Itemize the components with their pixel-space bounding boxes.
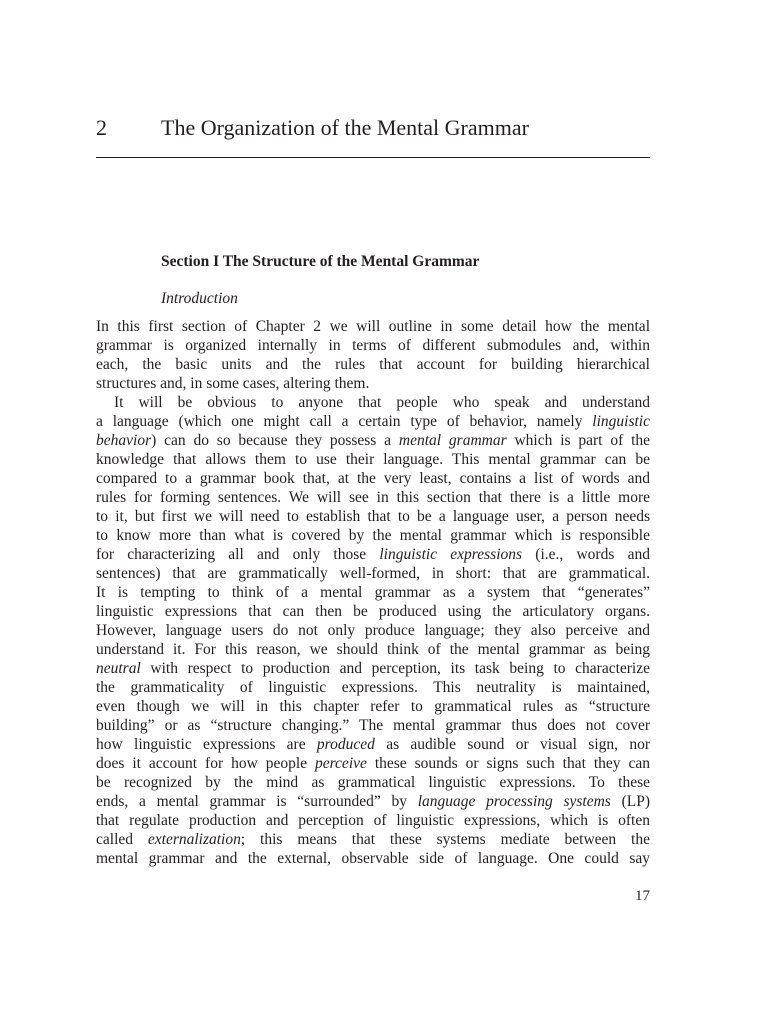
chapter-title: The Organization of the Mental Grammar bbox=[161, 115, 529, 140]
text-line: to it, but first we will need to establish that to be a language user, a person needs bbox=[96, 508, 650, 525]
text-line: behavior) can do so because they possess a mental grammar which is part of the bbox=[96, 432, 651, 449]
italic-term: neutral bbox=[96, 660, 141, 677]
italic-term: perceive bbox=[314, 755, 367, 772]
text-line: mental grammar and the external, observable side of language. One could say bbox=[96, 850, 650, 867]
header-divider bbox=[96, 157, 650, 158]
text-line: sentences) that are grammatically well-formed, in short: that are grammatical. bbox=[96, 565, 650, 582]
italic-term: behavior bbox=[96, 432, 152, 449]
text-line: to know more than what is covered by the mental grammar which is responsible bbox=[96, 527, 650, 544]
text-line: ends, a mental grammar is “surrounded” by language processing systems (LP) bbox=[96, 793, 650, 810]
section-heading: Section I The Structure of the Mental Grammar bbox=[161, 253, 480, 270]
italic-term: linguistic expressions bbox=[379, 546, 523, 563]
text-line: structures and, in some cases, altering them. bbox=[96, 375, 370, 392]
italic-term: linguistic bbox=[592, 413, 650, 430]
text-line: It will be obvious to anyone that people who speak and understand bbox=[114, 394, 650, 411]
subsection-heading: Introduction bbox=[161, 290, 238, 307]
chapter-number: 2 bbox=[96, 115, 107, 140]
text-line: does it account for how people perceive these sounds or signs such that they can bbox=[96, 755, 650, 772]
text-line: In this first section of Chapter 2 we will outline in some detail how the mental bbox=[96, 318, 650, 335]
text-line: grammar is organized internally in terms of different submodules and, within bbox=[96, 337, 650, 354]
text-line: for characterizing all and only those linguistic expressions (i.e., words and bbox=[96, 546, 650, 563]
text-line: even though we will in this chapter refer to grammatical rules as “structure bbox=[96, 698, 650, 715]
text-line: that regulate production and perception of linguistic expressions, which is often bbox=[96, 812, 650, 829]
text-line: rules for forming sentences. We will see in this section that there is a little more bbox=[96, 489, 650, 506]
text-line: each, the basic units and the rules that account for building hierarchical bbox=[96, 356, 650, 373]
text-line: knowledge that allows them to use their language. This mental grammar can be bbox=[96, 451, 650, 468]
text-line: be recognized by the mind as grammatical linguistic expressions. To these bbox=[96, 774, 650, 791]
text-line: understand it. For this reason, we should think of the mental grammar as being bbox=[96, 641, 650, 658]
text-line: called externalization; this means that these systems mediate between the bbox=[96, 831, 650, 848]
italic-term: mental grammar bbox=[398, 432, 507, 449]
italic-term: externalization bbox=[147, 831, 241, 848]
italic-term: produced bbox=[316, 736, 375, 753]
text-line: how linguistic expressions are produced as audible sound or visual sign, nor bbox=[96, 736, 650, 753]
italic-term: language processing systems bbox=[417, 793, 611, 810]
text-line: a language (which one might call a certain type of behavior, namely linguistic bbox=[96, 413, 650, 430]
text-line: building” or as “structure changing.” The mental grammar thus does not cover bbox=[96, 717, 650, 734]
text-line: linguistic expressions that can then be produced using the articulatory organs. bbox=[96, 603, 650, 620]
chapter-heading bbox=[96, 113, 650, 143]
text-line: However, language users do not only produce language; they also perceive and bbox=[96, 622, 650, 639]
text-line: compared to a grammar book that, at the very least, contains a list of words and bbox=[96, 470, 650, 487]
text-line: neutral with respect to production and perception, its task being to characterize bbox=[96, 660, 650, 677]
page-number: 17 bbox=[635, 888, 650, 904]
text-line: the grammaticality of linguistic expressions. This neutrality is maintained, bbox=[96, 679, 650, 696]
text-line: It is tempting to think of a mental grammar as a system that “generates” bbox=[96, 584, 650, 601]
body-text bbox=[96, 317, 650, 868]
